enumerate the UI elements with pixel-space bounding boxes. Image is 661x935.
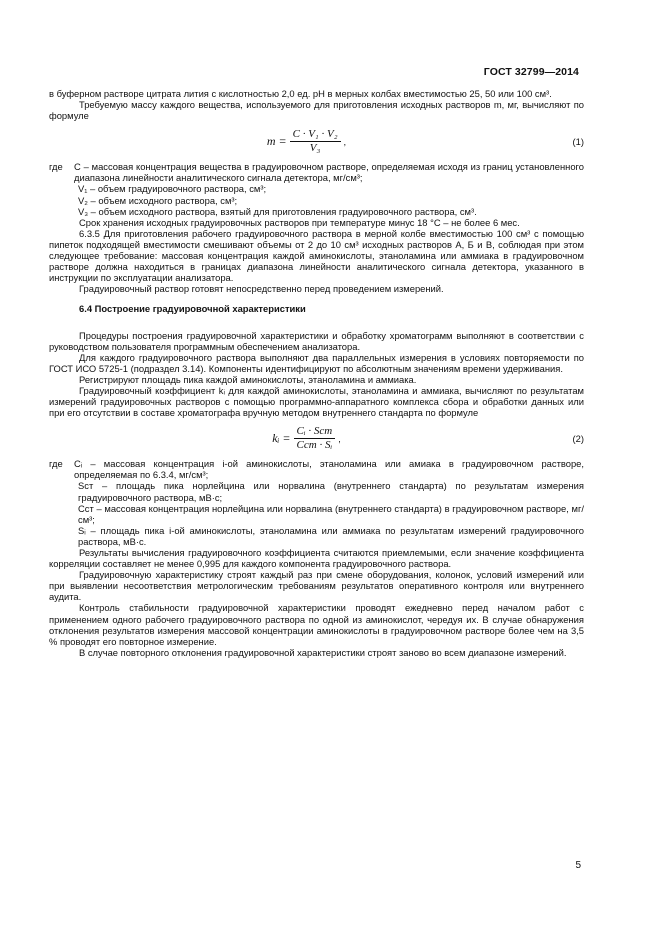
where-label: где [49, 161, 63, 173]
definition-ci: Cᵢ – массовая концентрация i-ой аминокислоты, этаноламина или амиака в градуировочном растворе, определяемая по 6.3.4, мг/см³; [74, 458, 584, 481]
paragraph-coefficient: Градуировочный коэффициент kᵢ для каждой аминокислоты, этаноламина и аммиака, вычисляют по результатам измерений градуировочных растворов с помощью программно-аппаратного комплекса сбора и обработки данных или при его отсутствии в составе хроматографа вручную методом внутреннего стандарта по формуле [49, 384, 584, 419]
paragraph-repeat: В случае повторного отклонения градуировочной характеристики строят заново во всем диапазоне измерений. [79, 646, 567, 658]
standard-header: ГОСТ 32799—2014 [483, 66, 579, 78]
definition-si: Sᵢ – площадь пика i-ой аминокислоты, этаноламина или аммиака по результатам измерений градуировочного раствора, мВ·с. [78, 524, 584, 547]
formula-1-tail: , [343, 135, 347, 147]
formula-1-fraction [290, 129, 341, 154]
formula-2-number: (2) [572, 432, 584, 444]
where-label-2: где [49, 458, 63, 470]
paragraph-mass: Требуемую массу каждого вещества, используемого для приготовления исходных растворов m, мг, вычисляют по формуле [49, 99, 584, 122]
paragraph-buffer: в буферном растворе цитрата лития с кислотностью 2,0 ед. рН в мерных колбах вместимостью 25, 50 или 100 см³. [49, 88, 552, 99]
paragraph-build: Градуировочную характеристику строят каждый раз при смене оборудования, колонок, условий измерений или при выявлении несоответствия метрологическим требованиям результатов оперативного контроля или внутреннего аудита. [49, 569, 584, 603]
paragraph-control: Контроль стабильности градуировочной характеристики проводят ежедневно перед началом работ с применением одного рабочего градуировочного раствора по одной из аминокислот, чередуя их. В случае обнаружения отклонения результатов измерения массовой концентрации аминокислоты в градуировочном растворе более чем на 3,5 % проводят его повторное измерение. [49, 602, 584, 647]
formula-2-denominator: Cст · Sᵢ [296, 438, 333, 451]
definition-v3: V₃ – объем исходного раствора, взятый для приготовления градуировочного раствора, см³. [78, 205, 477, 217]
definition-sst: Sст – площадь пика норлейцина или норвалина (внутреннего стандарта) по результатам измерения градуировочного раствора, мВ·с; [78, 480, 584, 503]
formula-1-numerator: C · V₁ · V₂ [290, 129, 341, 142]
paragraph-prepare: Градуировочный раствор готовят непосредственно перед проведением измерений. [79, 283, 444, 295]
formula-2-tail: , [338, 432, 341, 444]
definition-v2: V₂ – объем исходного раствора, см³; [78, 194, 238, 206]
formula-2-fraction [294, 426, 336, 451]
definition-cst: Cст – массовая концентрация норлейцина или норвалина (внутреннего стандарта) в градуировочном растворе, мг/см³; [78, 502, 584, 525]
paragraph-6-3-5: 6.3.5 Для приготовления рабочего градуировочного раствора в мерной колбе вместимостью 100 см³ с помощью пипеток подходящей вместимости смешивают объемы от 2 до 10 см³ исходных растворов А, Б и В, соблюдая при этом следующее требование: массовая концентрация каждой аминокислоты, этаноламина или аммиака в градуировочном растворе должна находиться в границах диапазона линейности аналитического сигнала детектора, указанного в инструкции по эксплуатации анализатора. [49, 227, 584, 284]
paragraph-results: Результаты вычисления градуировочного коэффициента считаются приемлемыми, если значение коэффициента корреляции составляет не менее 0,995 для каждого компонента градуировочного раствора. [49, 547, 584, 570]
formula-1 [49, 121, 584, 161]
definition-v1: V₁ – объем градуировочного раствора, см³; [78, 183, 267, 195]
formula-2 [49, 418, 584, 458]
page-number: 5 [575, 860, 581, 871]
paragraph-procedures: Процедуры построения градуировочной характеристики и обработку хроматограмм выполняют в соответствии с руководством пользователя программным обеспечением анализатора. [49, 329, 584, 352]
formula-1-number: (1) [572, 135, 584, 147]
formula-1-lhs: m = [266, 133, 287, 148]
section-title: 6.4 Построение градуировочной характеристики [79, 303, 306, 315]
paragraph-storage: Срок хранения исходных градуировочных растворов при температуре минус 18 °С – не более 6 мес. [79, 216, 520, 228]
formula-1-denominator: V₃ [309, 141, 321, 154]
paragraph-register: Регистрируют площадь пика каждой аминокислоты, этаноламина и аммиака. [79, 373, 417, 385]
formula-2-lhs: kᵢ = [272, 430, 291, 445]
formula-2-numerator: Cᵢ · Sст [294, 426, 336, 439]
definition-c: C – массовая концентрация вещества в градуировочном растворе, определяемая исходя из границ установленного диапазона линейности аналитического сигнала детектора, мг/см³; [74, 161, 584, 184]
definitions-1 [49, 161, 584, 183]
document-body [49, 88, 584, 658]
paragraph-each-solution: Для каждого градуировочного раствора выполняют два параллельных измерения в условиях повторяемости по ГОСТ ИСО 5725-1 (подраздел 3.14). Компоненты идентифицируют по абсолютным значениям времени удерживания. [49, 351, 584, 374]
definitions-2 [49, 458, 584, 480]
